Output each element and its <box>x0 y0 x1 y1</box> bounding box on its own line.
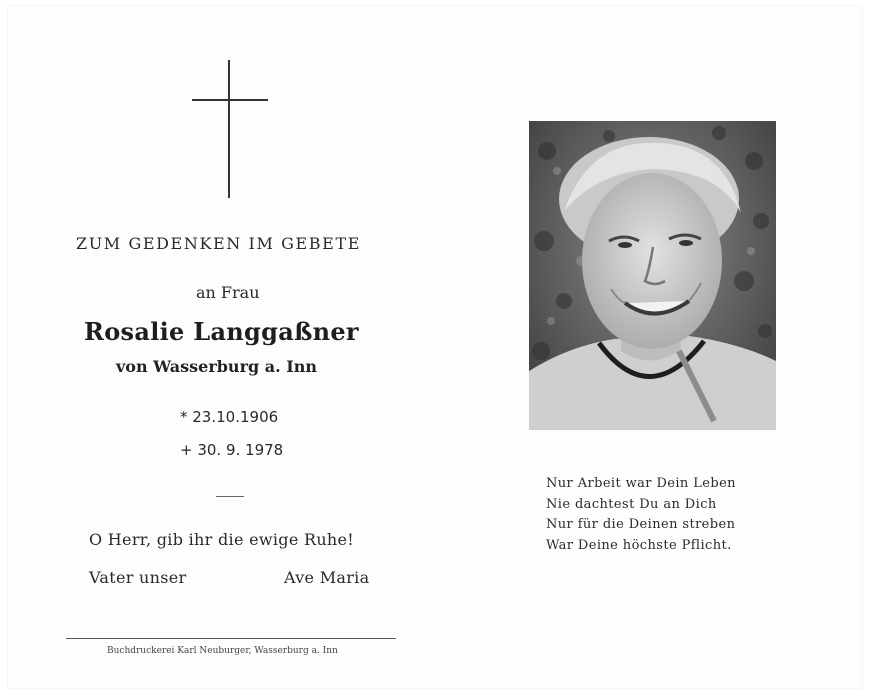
portrait-photo <box>529 121 776 430</box>
footer-rule <box>66 638 396 639</box>
verse-line: War Deine höchste Pflicht. <box>546 538 732 553</box>
cross-icon <box>192 60 268 198</box>
prayer-vater-unser: Vater unser <box>89 568 187 587</box>
salutation: an Frau <box>196 283 260 302</box>
verse-line: Nur für die Deinen streben <box>546 517 736 532</box>
prayer-ave-maria: Ave Maria <box>284 568 370 587</box>
deceased-name: Rosalie Langgaßner <box>84 317 359 346</box>
divider-dash <box>216 496 244 497</box>
death-date: + 30. 9. 1978 <box>180 441 284 459</box>
verse-line: Nur Arbeit war Dein Leben <box>546 476 736 491</box>
birth-date: * 23.10.1906 <box>180 408 279 426</box>
printer-credit: Buchdruckerei Karl Neuburger, Wasserburg a. Inn <box>107 646 338 656</box>
prayer-line: O Herr, gib ihr die ewige Ruhe! <box>89 530 355 549</box>
deceased-origin: von Wasserburg a. Inn <box>116 357 318 376</box>
memorial-heading: ZUM GEDENKEN IM GEBETE <box>76 234 361 253</box>
verse-line: Nie dachtest Du an Dich <box>546 497 717 512</box>
